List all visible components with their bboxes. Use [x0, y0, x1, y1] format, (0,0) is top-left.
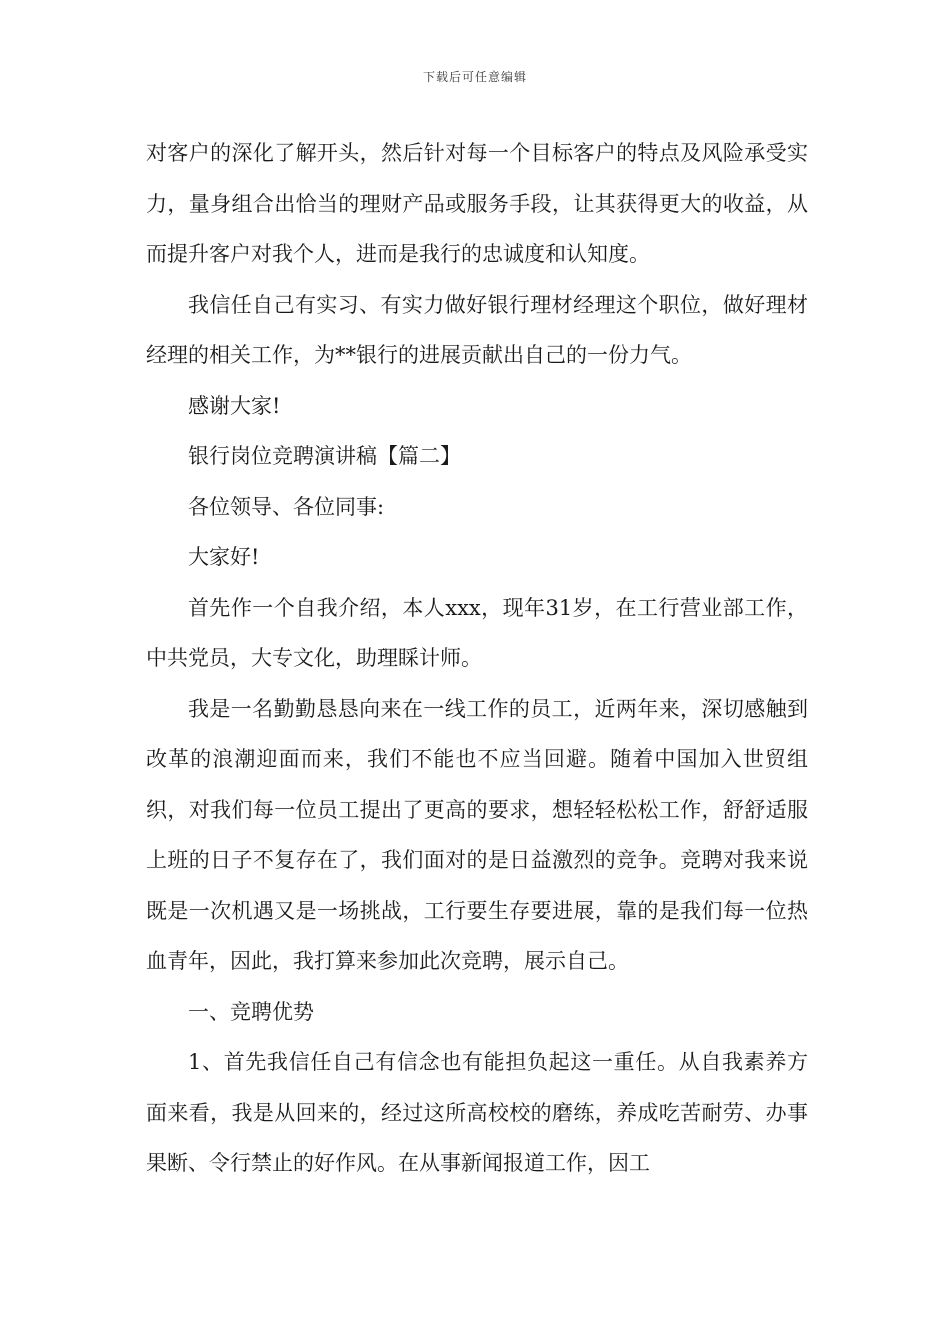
paragraph: 1、首先我信任自己有信念也有能担负起这一重任。从自我素养方面来看，我是从回来的，经过这所高校校的磨练，养成吃苦耐劳、办事果断、令行禁止的好作风。在从事新闻报道工作，因工 [146, 1050, 808, 1175]
page-header: 下载后可任意编辑 [422, 70, 527, 84]
section-title: 银行岗位竞聘演讲稿【篇二】 [188, 444, 461, 468]
paragraph: 对客户的深化了解开头，然后针对每一个目标客户的特点及风险承受实力，量身组合出恰当的理财产品或服务手段，让其获得更大的收益，从而提升客户对我个人，进而是我行的忠诚度和认知度。 [146, 141, 808, 266]
paragraph: 我信任自己有实习、有实力做好银行理材经理这个职位，做好理材经理的相关工作，为**银行的进展贡献出自己的一份力气。 [146, 292, 808, 367]
document-body [146, 128, 808, 1189]
paragraph: 感谢大家! [188, 393, 281, 418]
greeting: 大家好! [188, 545, 260, 569]
paragraph: 我是一名勤勤恳恳向来在一线工作的员工，近两年来，深切感触到改革的浪潮迎面而来，我们不能也不应当回避。随着中国加入世贸组织，对我们每一位员工提出了更高的要求，想轻轻松松工作，舒舒适服上班的日子不复存在了，我们面对的是日益激烈的竞争。竞聘对我来说既是一次机遇又是一场挑战，工行要生存要进展，靠的是我们每一位热血青年，因此，我打算来参加此次竞聘，展示自己。 [146, 696, 808, 973]
section-heading: 一、竞聘优势 [188, 999, 314, 1024]
paragraph: 首先作一个自我介绍，本人xxx，现年31岁，在工行营业部工作，中共党员，大专文化，助理睬计师。 [146, 595, 808, 670]
salutation: 各位领导、各位同事: [188, 494, 385, 519]
